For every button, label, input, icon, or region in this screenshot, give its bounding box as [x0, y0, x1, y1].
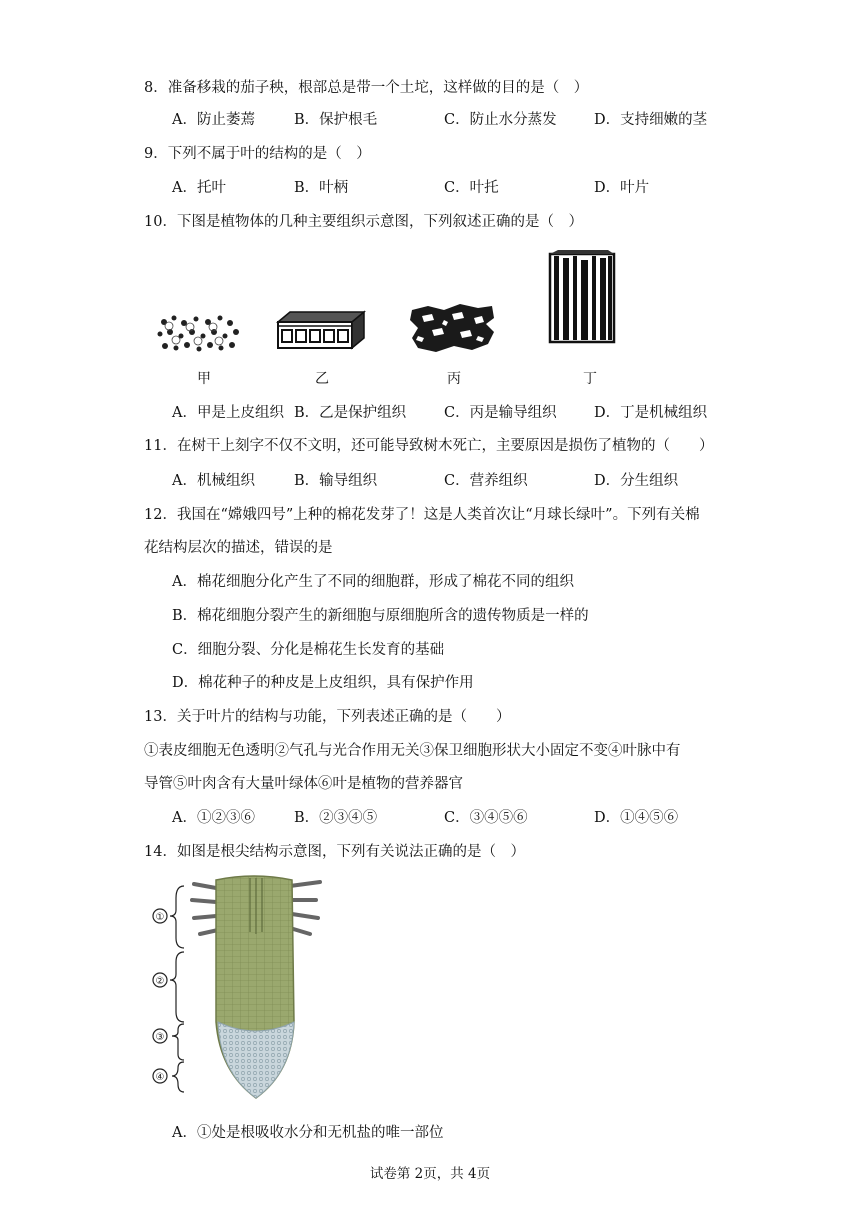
page-footer: 试卷第 2页，共 4页 — [369, 1166, 491, 1182]
question-10-stem: 10．下图是植物体的几种主要组织示意图，下列叙述正确的是（ ） — [144, 214, 583, 230]
q9-option-c: C．叶托 — [444, 180, 499, 196]
q11-option-d: D．分生组织 — [594, 473, 679, 489]
question-10-options — [172, 401, 732, 425]
question-14-stem: 14．如图是根尖结构示意图，下列有关说法正确的是（ ） — [144, 844, 525, 860]
question-11-options — [172, 469, 732, 493]
tissue-figure-jia — [156, 312, 242, 356]
tissue-figure-bing — [408, 302, 496, 354]
figure-label-yi: 乙 — [315, 371, 329, 387]
q12-option-a: A．棉花细胞分化产生了不同的细胞群，形成了棉花不同的组织 — [172, 574, 574, 590]
figure-label-ding: 丁 — [583, 371, 597, 387]
q10-option-b: B．乙是保护组织 — [294, 405, 407, 421]
root-label-1: ① — [155, 912, 165, 923]
q8-option-d: D．支持细嫩的茎 — [594, 112, 708, 128]
tissue-figure-yi — [276, 310, 366, 352]
q9-option-d: D．叶片 — [594, 180, 650, 196]
question-8-options — [172, 108, 732, 132]
q14-option-a: A．①处是根吸收水分和无机盐的唯一部位 — [172, 1125, 444, 1141]
question-13-stem: 13．关于叶片的结构与功能，下列表述正确的是（ ） — [144, 709, 511, 725]
q9-option-a: A．托叶 — [172, 180, 226, 196]
q13-option-d: D．①④⑤⑥ — [594, 810, 679, 826]
q12-option-d: D．棉花种子的种皮是上皮组织，具有保护作用 — [172, 675, 474, 691]
q10-option-c: C．丙是输导组织 — [444, 405, 557, 421]
root-label-3: ③ — [155, 1032, 165, 1043]
q8-option-b: B．保护根毛 — [294, 112, 378, 128]
figure-label-jia: 甲 — [197, 371, 211, 387]
q11-option-b: B．输导组织 — [294, 473, 378, 489]
root-label-4: ④ — [155, 1072, 165, 1083]
root-label-2: ② — [155, 976, 165, 987]
question-13-options — [172, 806, 732, 830]
q13-option-b: B．②③④⑤ — [294, 810, 378, 826]
q12-option-c: C．细胞分裂、分化是棉花生长发育的基础 — [172, 642, 445, 658]
q12-option-b: B．棉花细胞分裂产生的新细胞与原细胞所含的遗传物质是一样的 — [172, 608, 589, 624]
q8-option-a: A．防止萎蔫 — [172, 112, 255, 128]
question-11-stem: 11．在树干上刻字不仅不文明，还可能导致树木死亡，主要原因是损伤了植物的（ ） — [144, 438, 714, 454]
q8-option-c: C．防止水分蒸发 — [444, 112, 557, 128]
question-8-stem: 8．准备移栽的茄子秧，根部总是带一个土坨，这样做的目的是（ ） — [144, 80, 589, 96]
question-9-stem: 9．下列不属于叶的结构的是（ ） — [144, 146, 371, 162]
figure-label-bing: 丙 — [447, 371, 461, 387]
q13-option-c: C．③④⑤⑥ — [444, 810, 528, 826]
q10-option-d: D．丁是机械组织 — [594, 405, 708, 421]
q9-option-b: B．叶柄 — [294, 180, 349, 196]
question-13-statements-line2: 导管⑤叶肉含有大量叶绿体⑥叶是植物的营养器官 — [144, 776, 463, 792]
q13-option-a: A．①②③⑥ — [172, 810, 255, 826]
q11-option-c: C．营养组织 — [444, 473, 528, 489]
question-9-options — [172, 176, 732, 200]
tissue-figure-ding — [548, 250, 618, 346]
question-12-stem-line1: 12．我国在“嫦娥四号”上种的棉花发芽了！这是人类首次让“月球长绿叶”。下列有关棉 — [144, 507, 700, 523]
q11-option-a: A．机械组织 — [172, 473, 255, 489]
root-tip-figure — [144, 872, 334, 1108]
question-13-statements-line1: ①表皮细胞无色透明②气孔与光合作用无关③保卫细胞形状大小固定不变④叶脉中有 — [144, 743, 681, 759]
q10-option-a: A．甲是上皮组织 — [172, 405, 284, 421]
question-12-stem-line2: 花结构层次的描述，错误的是 — [144, 540, 333, 556]
